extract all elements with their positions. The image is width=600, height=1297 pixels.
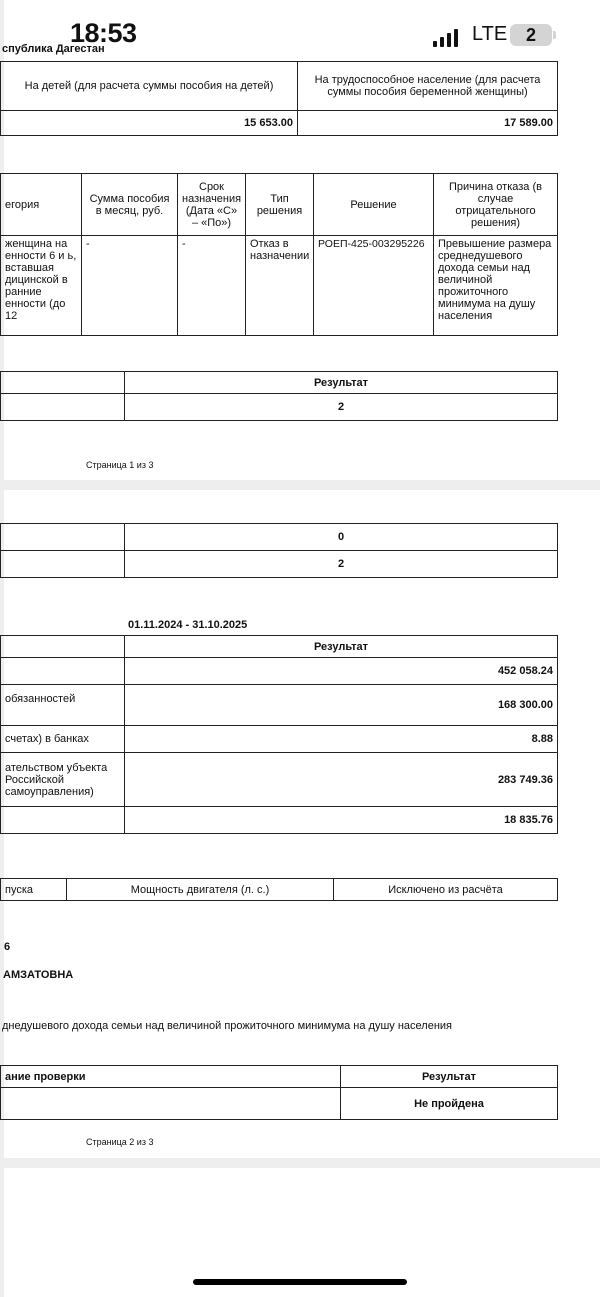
applicant-name: АМЗАТОВНА	[3, 969, 74, 981]
income-label	[1, 658, 125, 685]
result-table-1	[0, 371, 558, 421]
income-value: 168 300.00	[125, 685, 558, 726]
empty-cell	[1, 372, 125, 394]
header-decision-type: Тип решения	[246, 174, 314, 236]
income-value: 283 749.36	[125, 753, 558, 807]
working-value: 17 589.00	[298, 111, 558, 136]
income-value: 18 835.76	[125, 807, 558, 834]
cell-decision-type: Отказ в назначении	[246, 236, 314, 336]
table-row	[1, 807, 558, 834]
empty-cell	[1, 1088, 341, 1120]
signal-icon	[433, 27, 463, 47]
income-value: 452 058.24	[125, 658, 558, 685]
income-label: обязанностей	[1, 685, 125, 726]
decision-table	[0, 173, 558, 336]
document-page-3	[4, 1168, 600, 1297]
cell-refusal-reason: Превышение размера среднедушевого дохода семьи над величиной прожиточного минимума на душу населения	[434, 236, 558, 336]
count-value: 2	[125, 551, 558, 578]
table-row	[1, 658, 558, 685]
header-period: Срок назначения (Дата «С» – «По»)	[178, 174, 246, 236]
battery-icon: 2	[510, 24, 552, 46]
col-working-header: На трудоспособное население (для расчета суммы пособия беременной женщины)	[298, 62, 558, 111]
result-header: Результат	[125, 372, 558, 394]
cell-amount: -	[82, 236, 178, 336]
result-value: 2	[125, 394, 558, 421]
network-type: LTE	[472, 23, 508, 45]
region-title: спублика Дагестан	[2, 43, 105, 55]
check-result-value: Не пройдена	[341, 1088, 558, 1120]
cell-category: женщина на енности 6 и ь, вставшая дицинской в ранние енности (до 12	[1, 236, 82, 336]
col-children-header: На детей (для расчета суммы пособия на детей)	[1, 62, 298, 111]
income-label: ательством убъекта Российской самоуправления)	[1, 753, 125, 807]
check-name-header: ание проверки	[1, 1066, 341, 1088]
count-value: 0	[125, 524, 558, 551]
income-table	[0, 635, 558, 834]
count-table	[0, 523, 558, 578]
empty-cell	[1, 636, 125, 658]
income-value: 8.88	[125, 726, 558, 753]
income-label: счетах) в банках	[1, 726, 125, 753]
header-category: егория	[1, 174, 82, 236]
header-refusal-reason: Причина отказа (в случае отрицательного решения)	[434, 174, 558, 236]
empty-cell	[1, 394, 125, 421]
header-decision: Решение	[314, 174, 434, 236]
cell-decision-number: РОЕП-425-003295226	[314, 236, 434, 336]
income-label	[1, 807, 125, 834]
table-row	[1, 753, 558, 807]
header-amount: Сумма пособия в месяц, руб.	[82, 174, 178, 236]
empty-cell	[1, 524, 125, 551]
page-number-1: Страница 1 из 3	[86, 460, 154, 470]
check-table	[0, 1065, 558, 1120]
engine-power-header: Мощность двигателя (л. с.)	[67, 879, 334, 901]
vehicle-table	[0, 878, 558, 901]
excluded-header: Исключено из расчёта	[334, 879, 558, 901]
vehicle-year-header: пуска	[1, 879, 67, 901]
empty-cell	[1, 551, 125, 578]
home-indicator[interactable]	[193, 1279, 407, 1285]
table-row	[1, 726, 558, 753]
cell-period: -	[178, 236, 246, 336]
page-number-2: Страница 2 из 3	[86, 1137, 154, 1147]
income-result-header: Результат	[125, 636, 558, 658]
table-row	[1, 685, 558, 726]
status-time: 18:53	[70, 18, 137, 48]
check-result-header: Результат	[341, 1066, 558, 1088]
children-value: 15 653.00	[1, 111, 298, 136]
table-row	[1, 236, 558, 336]
income-norm-table	[0, 61, 558, 136]
check-description: днедушевого дохода семьи над величиной прожиточного минимума на душу населения	[2, 1020, 453, 1032]
calculation-period: 01.11.2024 - 31.10.2025	[128, 619, 248, 631]
number-fragment: 6	[4, 941, 11, 953]
